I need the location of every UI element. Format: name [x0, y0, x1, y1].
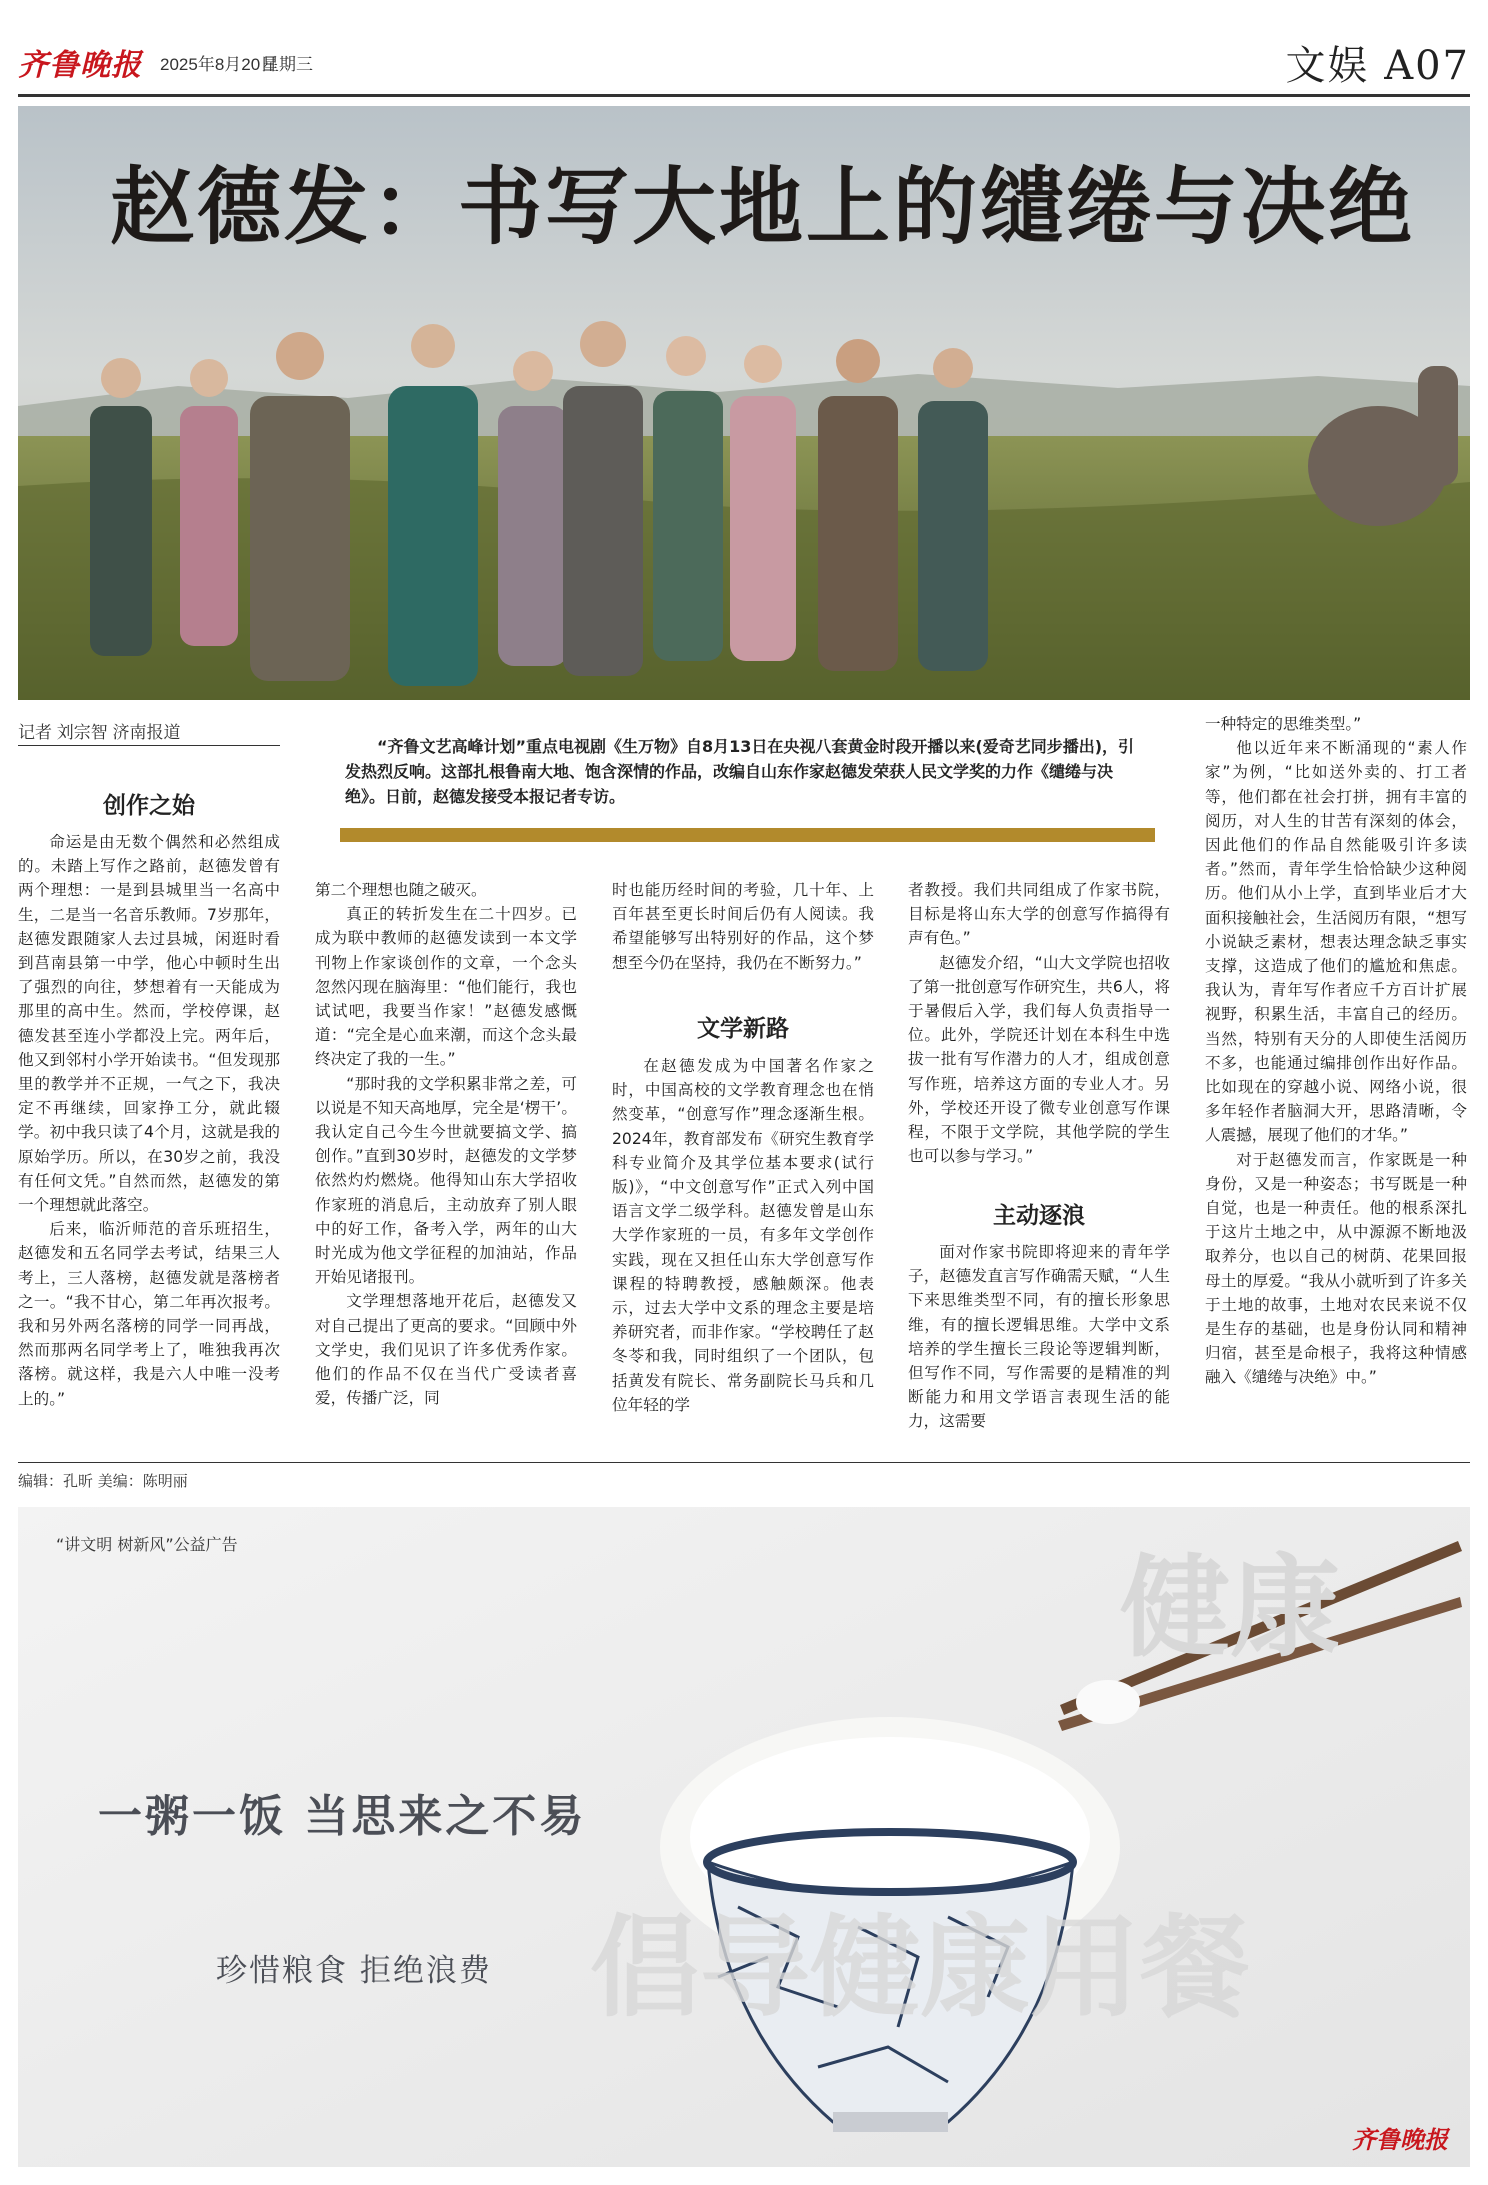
subheading-new-path: 文学新路	[697, 1015, 789, 1042]
paragraph: 在赵德发成为中国著名作家之时，中国高校的文学教育理念也在悄然变革，“创意写作”理念逐渐生根。2024年，教育部发布《研究生教育学科专业简介及其学位基本要求(试行版)》，“中文创意写作”正式入列中国语言文学二级学科。赵德发曾是山东大学作家班的一员，有多年文学创作实践，现在又担任山东大学创意写作课程的特聘教授，感触颇深。他表示，过去大学中文系的理念主要是培养研究者，而非作家。“学校聘任了赵冬苓和我，同时组织了一个团队，包括黄发有院长、常务副院长马兵和几位年轻的学	[612, 1057, 874, 1414]
paragraph: 他以近年来不断涌现的“素人作家”为例，“比如送外卖的、打工者等，他们都在社会打拼，拥有丰富的阅历，对人生的甘苦有深刻的体会，因此他们的作品自然能吸引许多读者。”然而，青年学生恰恰缺少这种阅历。他们从小上学，直到毕业后才大面积接触社会，生活阅历有限，“想写小说缺乏素材，想表达理念缺乏事实支撑，这造成了他们的尴尬和焦虑。我认为，青年写作者应千方百计扩展视野，积累生活，丰富自己的经历。当然，特别有天分的人即使生活阅历不多，也能通过编排创作出好作品。比如现在的穿越小说、网络小说，很多年轻作者脑洞大开，思路清晰，令人震撼，展现了他们的才华。”	[1205, 739, 1467, 1145]
ad-watermark-health: 健康	[1120, 1543, 1340, 1672]
paragraph: 真正的转折发生在二十四岁。已成为联中教师的赵德发读到一本文学刊物上作家谈创作的文章，一个念头忽然闪现在脑海里：“他们能行，我也试试吧，我要当作家！”赵德发感慨道：“完全是心血来潮，而这个念头最终决定了我的一生。”	[315, 905, 577, 1069]
column-2	[315, 878, 577, 1410]
paragraph: 者教授。我们共同组成了作家书院，目标是将山东大学的创意写作搞得有声有色。”	[908, 881, 1170, 948]
paragraph: 第二个理想也随之破灭。	[315, 881, 487, 899]
article-lead: “齐鲁文艺高峰计划”重点电视剧《生万物》自8月13日在央视八套黄金时段开播以来(爱奇艺同步播出)，引发热烈反响。这部扎根鲁南大地、饱含深情的作品，改编自山东作家赵德发荣获人民文学奖的力作《缱绻与决绝》。日前，赵德发接受本报记者专访。	[345, 737, 1135, 806]
column-4-continued	[908, 1240, 1170, 1434]
column-4	[908, 878, 1170, 1168]
paragraph: 时也能历经时间的考验，几十年、上百年甚至更长时间后仍有人阅读。我希望能够写出特别好的作品，这个梦想至今仍在坚持，我仍在不断努力。”	[612, 881, 874, 972]
article-headline: 赵德发：书写大地上的缱绻与决绝	[110, 157, 1416, 256]
paragraph: 对于赵德发而言，作家既是一种身份，又是一种姿态；书写既是一种自觉，也是一种责任。他的根系深扎于这片土地之中，从中源源不断地汲取养分，也以自己的树荫、花果回报母土的厚爱。“我从小就听到了许多关于土地的故事，土地对农民来说不仅是生存的基础，也是身份认同和精神归宿，甚至是命根子，我将这种情感融入《缱绻与决绝》中。”	[1205, 1150, 1467, 1387]
paragraph: 文学理想落地开花后，赵德发又对自己提出了更高的要求。“回顾中外文学史，我们见识了许多优秀作家。他们的作品不仅在当代广受读者喜爱，传播广泛，同	[315, 1292, 577, 1408]
subheading-ride-the-wave: 主动逐浪	[993, 1202, 1085, 1229]
ad-sub-slogan: 珍惜粮食 拒绝浪费	[216, 1953, 492, 1989]
paragraph: 一种特定的思维类型。”	[1205, 715, 1362, 733]
page-header	[0, 0, 1488, 100]
ad-campaign-tag: “讲文明 树新风”公益广告	[56, 1535, 238, 1554]
ad-newspaper-logo: 齐鲁晚报	[1352, 2125, 1448, 2154]
header-rule	[18, 94, 1470, 97]
column-3	[612, 878, 874, 975]
editors-credit: 编辑：孔昕 美编：陈明丽	[18, 1472, 188, 1490]
lead-divider-bar	[340, 828, 1155, 842]
ad-watermark-slogan: 倡导健康用餐	[590, 1903, 1250, 2032]
article-bottom-rule	[18, 1462, 1470, 1463]
paragraph: 后来，临沂师范的音乐班招生，赵德发和五名同学去考试，结果三人考上，三人落榜，赵德发就是落榜者之一。“我不甘心，第二年再次报考。我和另外两名落榜的同学一同再战，然而那两名同学考上了，唯独我再次落榜。就这样，我是六人中唯一没考上的。”	[18, 1220, 280, 1408]
paragraph: 赵德发介绍，“山大文学院也招收了第一批创意写作研究生，共6人，将于暑假后入学，我们每人负责指导一位。此外，学院还计划在本科生中选拔一批有写作潜力的人才，组成创意写作班，培养这方面的专业人才。另外，学校还开设了微专业创意写作课程，不限于文学院，其他学院的学生也可以参与学习。”	[908, 953, 1170, 1166]
paragraph: “那时我的文学积累非常之差，可以说是不知天高地厚，完全是‘楞干’。我认定自己今生今世就要搞文学、搞创作。”直到30岁时，赵德发的文学梦依然灼灼燃烧。他得知山东大学招收作家班的消息后，主动放弃了别人眼中的好工作，备考入学，两年的山大时光成为他文学征程的加油站，作品开始见诸报刊。	[315, 1074, 577, 1287]
subheading-creation-start: 创作之始	[103, 792, 195, 819]
column-3-continued	[612, 1054, 874, 1417]
column-5	[1205, 712, 1467, 1390]
issue-weekday: 星期三	[262, 55, 313, 74]
article-byline: 记者 刘宗智 济南报道	[18, 718, 280, 746]
column-1	[18, 830, 280, 1411]
issue-date: 2025年8月20日	[160, 55, 278, 74]
paragraph: 命运是由无数个偶然和必然组成的。未踏上写作之路前，赵德发曾有两个理想：一是到县城里当一名高中生，二是当一名音乐教师。7岁那年，赵德发跟随家人去过县城，闲逛时看到莒南县第一中学，他心中顿时生出了强烈的向往，梦想着有一天能成为那里的高中生。然而，学校停课，赵德发甚至连小学都没上完。两年后，他又到邻村小学开始读书。“但发现那里的教学并不正规，一气之下，我决定不再继续，回家挣工分，就此辍学。初中我只读了4个月，这就是我的原始学历。所以，在30岁之前，我没有任何文凭。”自然而然，赵德发的第一个理想就此落空。	[18, 833, 280, 1215]
section-page-label: 文娱 A07	[1285, 43, 1470, 89]
ad-main-slogan: 一粥一饭 当思来之不易	[98, 1791, 587, 1842]
paragraph: 面对作家书院即将迎来的青年学子，赵德发直言写作确需天赋，“人生下来思维类型不同，有的擅长形象思维，有的擅长逻辑思维。大学中文系培养的学生擅长三段论等逻辑判断，但写作不同，写作需要的是精准的判断能力和用文学语言表现生活的能力，这需要	[908, 1243, 1170, 1431]
newspaper-logo: 齐鲁晚报	[18, 48, 142, 83]
